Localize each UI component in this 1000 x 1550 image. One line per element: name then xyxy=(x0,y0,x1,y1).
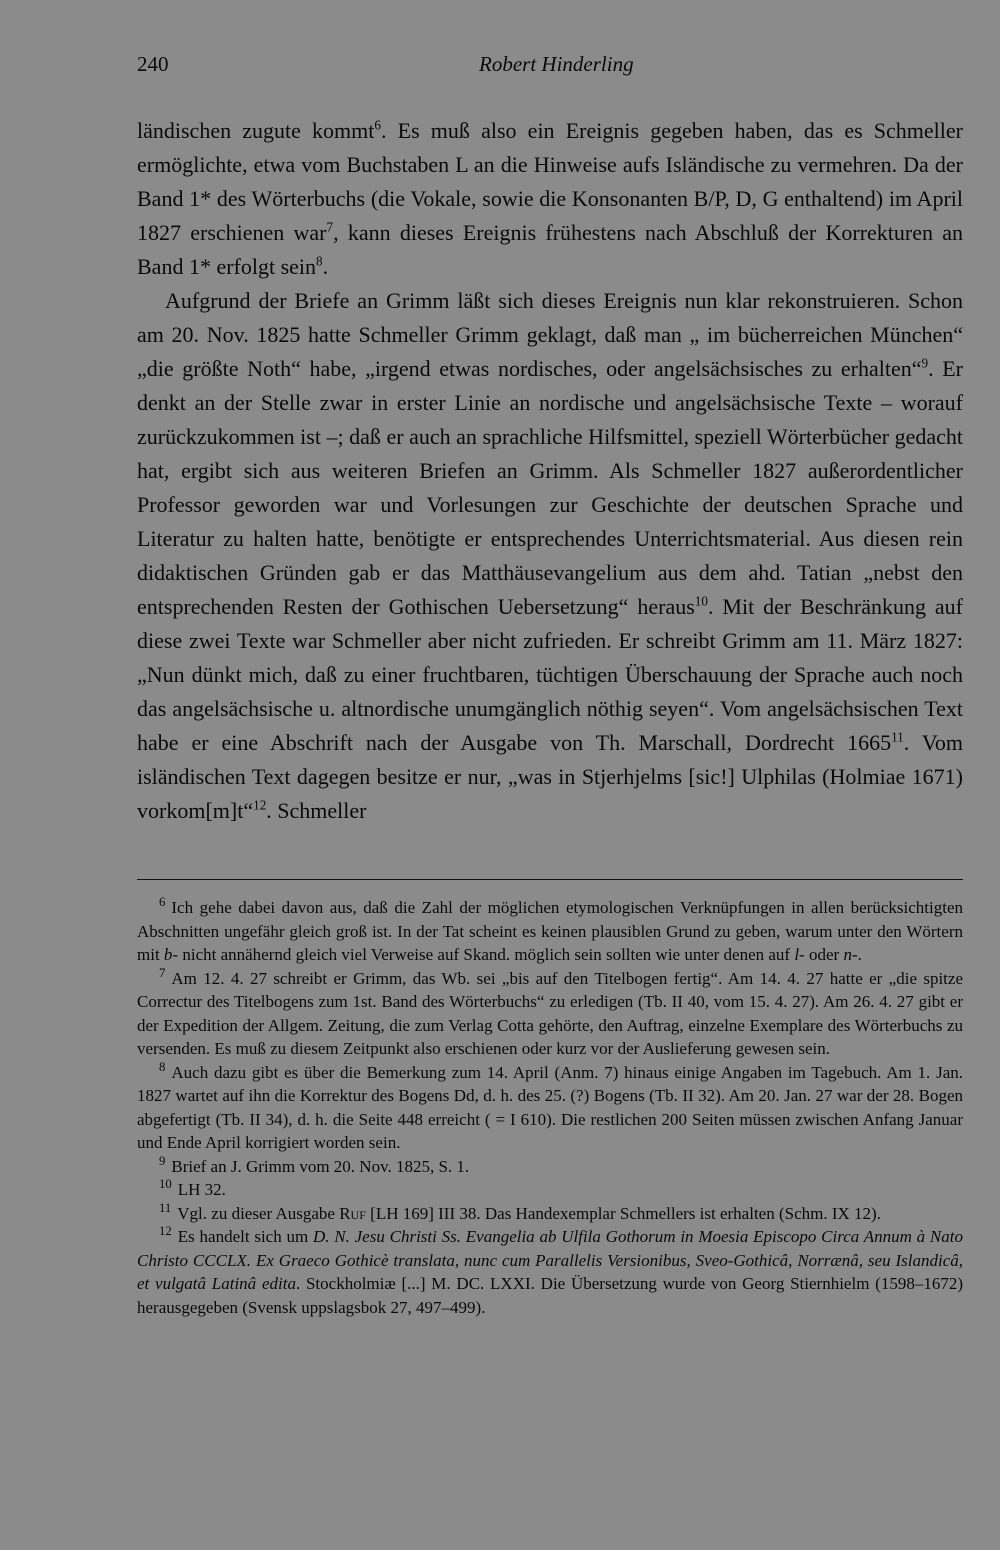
footnote-number: 10 xyxy=(159,1177,172,1192)
footnote-reference[interactable]: 9 xyxy=(921,355,929,371)
footnote-8: $^8$ Auch dazu gibt es über die Bemerkung zum 14. April (Anm. 7) hinaus einige Angaben im Tagebuch. Am 1. Jan. 1827 wartet auf ihn die Korrektur des Bogens Dd, d. h. des 25. (?) Bogens (Tb. II 32). Am 20. Jan. 27 war der 28. Bogen abgefertigt (Tb. II 34), d. h. die Seite 448 erreicht ( = I 610). Die restlichen 200 Seiten müssen zwischen Anfang Januar und Ende April korrigiert worden sein. xyxy=(137,1059,963,1152)
footnote-reference[interactable]: 8 xyxy=(316,253,323,269)
footnote-number: 11 xyxy=(159,1200,172,1215)
footnote-11: $^{11}$ Vgl. zu dieser Ausgabe Ruf [LH 169] III 38. Das Handexemplar Schmellers ist erhalten (Schm. IX 12). xyxy=(159,1200,881,1223)
main-text xyxy=(137,114,963,828)
footnote-6: $^6$ Ich gehe dabei davon aus, daß die Zahl der möglichen etymologischen Verknüpfungen in allen berücksichtigten Abschnitten ungefähr gleich groß ist. In der Tat scheint es keinen plausiblen Grund zu geben, warum unter den Wörtern mit b- nicht annähernd gleich viel Verweise auf Skand. möglich sein sollten wie unter denen auf l- oder n-. xyxy=(137,895,963,964)
running-title: Robert Hinderling xyxy=(479,52,634,76)
footnote-number: 6 xyxy=(159,895,166,910)
paragraph: Aufgrund der Briefe an Grimm läßt sich dieses Ereignis nun klar rekonstruieren. Schon am 20. Nov. 1825 hatte Schmeller Grimm geklagt, daß man „ im bücherreichen München“ „die größte Noth“ habe, „irgend etwas nordisches, oder angelsächsisches zu erhalten“$^9$. Er denkt an der Stelle zwar in erster Linie an nordische und angelsächsische Texte – worauf zurückzukommen ist –; daß er auch an sprachliche Hilfsmittel, speziell Wörterbücher gedacht hat, ergibt sich aus weiteren Briefen an Grimm. Als Schmeller 1827 außerordentlicher Professor geworden war und Vorlesungen zur Geschichte der deutschen Sprache und Literatur zu halten hatte, benötigte er entsprechendes Unterrichtsmaterial. Aus diesen rein didaktischen Gründen gab er das Matthäusevangelium aus dem ahd. Tatian „nebst den entsprechenden Resten der Gothischen Uebersetzung“ heraus$^{10}$. Mit der Beschränkung auf diese zwei Texte war Schmeller aber nicht zufrieden. Er schreibt Grimm am 11. März 1827: „Nun dünkt mich, daß zu einer fruchtbaren, tüchtigen Überschauung der Sprache auch noch das angelsächsische u. altnordische unumgänglich nöthig seyen“. Vom angelsächsischen Text habe er eine Abschrift nach der Ausgabe von Th. Marschall, Dordrecht 1665$^{11}$. Vom isländischen Text dagegen besitze er nur, „was in Stjerhjelms [sic!] Ulphilas (Holmiae 1671) vorkom[m]t“$^{12}$. Schmeller xyxy=(137,288,964,823)
footnote-number: 8 xyxy=(159,1059,166,1074)
running-head xyxy=(137,52,963,80)
paragraph: ländischen zugute kommt$^6$. Es muß also ein Ereignis gegeben haben, das es Schmeller ermöglichte, etwa vom Buchstaben L an die Hinweise aufs Isländische zu vermehren. Da der Band 1* des Wörterbuchs (die Vokale, sowie die Konsonanten B/P, D, G enthaltend) im April 1827 erschienen war$^7$, kann dieses Ereignis frühestens nach Abschluß der Korrekturen an Band 1* erfolgt sein$^8$. xyxy=(137,117,963,279)
footnote-10: $^{10}$ LH 32. xyxy=(159,1177,226,1199)
footnote-number: 7 xyxy=(159,965,166,980)
footnote-number: 9 xyxy=(159,1153,166,1168)
footnote-12: $^{12}$ Es handelt sich um D. N. Jesu Christi Ss. Evangelia ab Ulfila Gothorum in Moesia Episcopo Circa Annum à Nato Christo CCCLX. Ex Graeco Gothicè translata, nunc cum Parallelis Versionibus, Sveo-Gothicâ, Norrænâ, seu Islandicâ, et vulgatâ Latinâ edita. Stockholmiæ [...] M. DC. LXXI. Die Übersetzung wurde von Georg Stiernhielm (1598–1672) herausgegeben (Svensk uppslagsbok 27, 497–499). xyxy=(137,1224,964,1317)
page-number: 240 xyxy=(137,52,169,76)
footnote-reference[interactable]: 11 xyxy=(891,729,904,745)
footnote-number: 12 xyxy=(159,1224,172,1239)
footnote-7: $^7$ Am 12. 4. 27 schreibt er Grimm, das Wb. sei „bis auf den Titelbogen fertig“. Am 14. 4. 27 hatte er „die spitze Correctur des Titelbogens zum 1st. Band des Wörterbuchs“ zu erledigen (Tb. II 40, vom 15. 4. 27). Am 26. 4. 27 gibt er der Expedition der Allgem. Zeitung, die zum Verlag Cotta gehörte, den Auftrag, einzelne Exemplare des Wörterbuchs zu versenden. Es muß zu diesem Zeitpunkt also erschienen oder kurz vor der Auslieferung gewesen sein. xyxy=(137,965,963,1058)
footnote-reference[interactable]: 6 xyxy=(374,117,381,133)
footnote-reference[interactable]: 7 xyxy=(326,219,334,235)
footnote-9: $^9$ Brief an J. Grimm vom 20. Nov. 1825, S. 1. xyxy=(159,1153,470,1176)
footnote-reference[interactable]: 10 xyxy=(694,593,708,609)
footnote-reference[interactable]: 12 xyxy=(253,797,267,813)
footnote-divider xyxy=(137,879,963,880)
footnotes xyxy=(137,896,963,1319)
